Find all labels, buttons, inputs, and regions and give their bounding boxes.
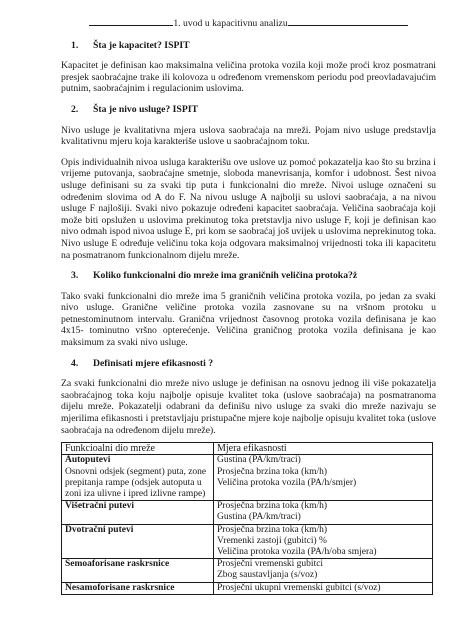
category-title: Nesamoforisane raskrsnice — [65, 582, 175, 593]
table-row — [62, 524, 433, 559]
section-heading — [71, 104, 436, 116]
measure-item: Prosječna brzina toka (km/h) — [217, 524, 328, 535]
measure-item: Zbog saustavljanja (s/voz) — [217, 570, 318, 581]
paragraph: Kapacitet je definisan kao maksimalna veličina protoka vozila koji može proći kroz posmatrani presjek saobraćajne trake ili kolovoza u određenom vremenskom periodu pod preovladavajućim putnim, saobraćajnim i regulacionim uslovima. — [61, 60, 436, 95]
table-measure-cell — [214, 559, 433, 582]
section-heading-text: Koliko funkcionalni dio mreže ima graničnih veličina protoka?ž — [93, 270, 358, 282]
section-number: 3. — [71, 270, 79, 282]
document-title: 1. uvod u kapacitivnu analizu — [173, 18, 288, 29]
efficiency-measures-table — [61, 442, 433, 595]
table-category-cell — [62, 455, 214, 501]
section-number: 2. — [71, 103, 79, 115]
category-subtext: Osnovni odsjek (segment) puta, zone prepitanja rampe (odsjek autoputa u zoni iza ulivne i ipred izlivne rampe) — [65, 466, 207, 500]
measure-item: Prosječni vremenski gubitci — [217, 559, 324, 570]
table-row — [62, 559, 433, 582]
table-row — [62, 501, 433, 524]
section-heading — [71, 358, 436, 370]
title-underline-right — [288, 25, 408, 26]
measure-item: Prosječni ukupni vremenski gubitci (s/voz) — [217, 582, 381, 593]
table-category-cell — [62, 524, 214, 559]
category-title: Višetračni putevi — [65, 501, 135, 512]
table-header-cell: Mjera efikasnosti — [214, 443, 433, 455]
table-measure-cell — [214, 524, 433, 559]
measure-item: Gustina (PA/km/traci) — [217, 512, 301, 523]
section-heading-text: Šta je kapacitet? ISPIT — [93, 39, 190, 51]
category-title: Semoaforisane raskrsnice — [65, 559, 170, 570]
table-category-cell — [62, 559, 214, 582]
measure-item: Prosječna brzina toka (km/h) — [217, 466, 328, 477]
measure-item: Gustina (PA/km/traci) — [217, 455, 301, 466]
table-header-row — [62, 443, 433, 455]
section-heading-text: Definisati mjere efikasnosti ? — [93, 357, 214, 369]
table-measure-cell — [214, 501, 433, 524]
table-measure-cell — [214, 455, 433, 501]
measure-item: Prosječna brzina toka (km/h) — [217, 501, 328, 512]
section-heading — [71, 40, 436, 52]
category-title: Autoputevi — [65, 455, 111, 466]
table-row — [62, 582, 433, 594]
table-row — [62, 455, 433, 501]
section-number: 4. — [71, 357, 79, 369]
section-heading-text: Šta je nivo usluge? ISPIT — [93, 103, 198, 115]
table-category-cell — [62, 501, 214, 524]
category-title: Dvotračni putevi — [65, 524, 134, 535]
table-measure-cell — [214, 582, 433, 594]
section-heading — [71, 270, 436, 282]
paragraph: Nivo usluge je kvalitativna mjera uslova saobraćaja na mreži. Pojam nivo usluge predstavlja kvalitativnu mjeru koja karakteriše uslove u saobraćajnom toku. — [61, 124, 436, 148]
measure-item: Veličina protoka vozila (PA/h/oba smjera) — [217, 547, 377, 558]
title-underline-left — [89, 25, 173, 26]
paragraph: Za svaki funkcionalni dio mreže nivo usluge je definisan na osnovu jednog ili više pokazatelja saobraćajnog toka koju najbolje opisuje kvalitet toka (uslove saobraćaja) na posmatranoma dijelu mreže. Pokazatelji odabrani da definišu nivo usluge za svaki dio mreže nazivaju se mjerilima efikasnosti i pretstavljaju pristupačne mjere koje najbolje opisuju kvalitet toka (uslove saobraćaja na određenom dijelu mreže). — [61, 378, 436, 436]
measure-item: Veličina protoka vozila (PA/h/smjer) — [217, 477, 357, 488]
paragraph: Tako svaki funkcionalni dio mreže ima 5 graničnih veličina protoka vozila, po jedan za svaki nivo usluge. Granične veličine protoka vozila zasnovane su na vršnom protoku u petnestominutnom intervalu. Granična vrijednost časovnog protoka vozila definisana je kao 4x15- tominutno vršno opterećenje. Veličina graničnog protoka vozila definisana je kao maksimum za svaki nivo usluge. — [61, 290, 436, 349]
document-title-line — [61, 18, 436, 30]
section-number: 1. — [71, 39, 79, 51]
table-header-cell: Funkcioalni dio mreže — [62, 443, 214, 455]
measure-item: Vremenki zastoji (gubitci) % — [217, 535, 327, 546]
paragraph: Opis individualnih nivoa usluga karakterišu ove uslove uz pomoć pokazatelja kao što su brzina i vrijeme putovanja, saobraćajne smetnje, sloboda manevrisanja, komfor i udobnost. Šest nivoa usluge definisani su za svaki tip puta i funkcionalni dio mreže. Nivoi usluge označeni su određenim slovima od A do F. Na nivou usluge A najbolji su uslovi saobraćaja, a na nivou usluge F najlošiji. Svaki nivo pokazuje određeni kapacitet saobraćaja. Veličina saobraćaja koji može biti opslužen u uslovima prekinutog toka pretstavlja nivo usluge F, koji je definisan kao nivo odmah ispod nivoa usluge E, pri kom se saobraćaj još uvijek u uslovima neprekinutog toka. Nivo usluge E određuje veličinu toka koja odgovara maksimalnoj vrijednosti toka ili kapacitetu na posmatranom funkcionalnom dijelu mreže. — [61, 156, 436, 261]
table-category-cell — [62, 582, 214, 594]
